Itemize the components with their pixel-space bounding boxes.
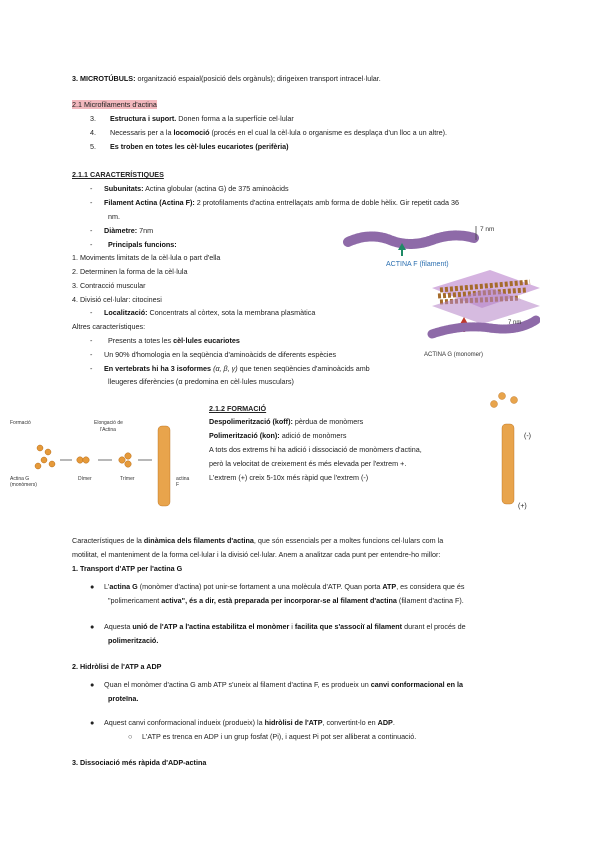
dynamics-intro: Característiques de la dinàmica dels filaments d'actina, que són essencials per a moltes funcions cel·lulars com la [72, 536, 444, 545]
list-item: 4. Necessaris per a la locomoció (procés en el cual la cèl·lula o organisme es desplaça d'un lloc a un altre). [90, 128, 447, 137]
filament-label: actina [176, 476, 190, 482]
monomers-label: (monòmers) [10, 482, 37, 488]
polarity-figure [486, 390, 546, 510]
monomer-width-label: 7 nm [508, 320, 522, 326]
formation-line: L'extrem (+) creix 5-10x més ràpid que l'extrem (-) [209, 473, 369, 482]
minus-end-label: (-) [524, 433, 531, 440]
list-item: - Subunitats: Actina globular (actina G) de 375 aminoàcids [90, 184, 289, 193]
formacio-label: Formació [10, 420, 31, 426]
list-item: 3. Estructura i suport. Donen forma a la superfície cel·lular [90, 114, 294, 123]
filament-bundle [432, 270, 540, 324]
section-2-1-2-heading: 2.1.2 FORMACIÓ [209, 404, 267, 413]
list-item: - En vertebrats hi ha 3 isoformes (α, β, γ) que tenen seqüències d'aminoàcids amb [90, 364, 370, 373]
plus-end-label: (+) [518, 503, 527, 510]
others-title: Altres característiques: [72, 322, 146, 331]
list-item-cont: nm. [108, 212, 120, 221]
formation-line: A tots dos extrems hi ha adició i dissociació de monòmers d'actina, [209, 445, 422, 454]
list-item: - Filament Actina (Actina F): 2 protofilaments d'actina entrellaçats amb forma de doble hèlix. Gir repetit cada 36 [90, 198, 460, 207]
formation-figure [8, 414, 208, 524]
list-item: - Diàmetre: 7nm [90, 226, 154, 235]
bullet: ● Aquesta unió de l'ATP a l'actina estabilitza el monòmer i facilita que s'associï al filament durant el procés de [90, 622, 466, 631]
formation-line: però la velocitat de creixement és més elevada per l'extrem +. [209, 459, 407, 468]
elongation-label: Elongació de [94, 420, 123, 426]
dynamics-point-3-title: 3. Dissociació més ràpida d'ADP-actina [72, 758, 207, 767]
dimer-label: Dímer [78, 476, 92, 482]
trimer-label: Trímer [120, 476, 135, 482]
list-item: 5. Es troben en totes les cèl·lules eucariotes (perifèria) [90, 142, 289, 151]
dynamics-point-1-title: 1. Transport d'ATP per l'actina G [72, 564, 183, 573]
function-item: 2. Determinen la forma de la cèl·lula [72, 267, 188, 276]
section-2-1-1-heading: 2.1.1 CARACTERÍSTIQUES [72, 170, 164, 179]
list-item-cont: lleugeres diferències (α predomina en cèl·lules musculars) [108, 377, 294, 386]
bullet-cont: "polimericament activa", és a dir, està preparada per incorporar-se al filament d'actina (filament d'actina F). [108, 596, 464, 605]
bullet: ● Aquest canvi conformacional indueix (produeix) la hidròlisi de l'ATP, convertint-lo en ADP. [90, 718, 395, 727]
bullet: ● Quan el monòmer d'actina G amb ATP s'uneix al filament d'actina F, es produeix un canvi conformacional en la [90, 680, 464, 689]
function-item: 1. Moviments limitats de la cèl·lula o part d'ella [72, 253, 221, 262]
sub-bullet: ○ L'ATP es trenca en ADP i un grup fosfat (Pi), i aquest Pi pot ser alliberat a continuació. [128, 732, 417, 741]
list-item: - Presents a totes les cèl·lules eucariotes [90, 336, 240, 345]
formation-line: Despolimerització (koff): pèrdua de monòmers [209, 417, 364, 426]
microtubuls-line: 3. MICROTÚBULS: organització espaial(posició dels orgànuls); dirigeixen transport intracel·lular. [72, 74, 381, 83]
actin-g-label: Actina G [10, 476, 30, 482]
bullet-cont: polimerització. [108, 636, 159, 645]
actin-filament-column [158, 426, 170, 506]
formation-line: Polimerització (kon): adició de monòmers [209, 431, 347, 440]
filament-label-2: F [176, 482, 180, 488]
dynamics-point-2-title: 2. Hidròlisi de l'ATP a ADP [72, 662, 162, 671]
actin-f-caption: ACTINA F (filament) [386, 261, 449, 268]
monomers [35, 445, 131, 469]
bullet-cont: proteïna. [108, 694, 139, 703]
elongation-label-2: l'Actina [100, 427, 116, 433]
list-item: - Localització: Concentrats al còrtex, sota la membrana plasmàtica [90, 308, 316, 317]
list-item: - Un 90% d'homologia en la seqüència d'aminoàcids de diferents espècies [90, 350, 337, 359]
section-2-1-heading: 2.1 Microfilaments d'actina [72, 100, 157, 109]
list-item: - Principals funcions: [90, 240, 177, 249]
actin-filament-figure [340, 216, 540, 376]
actin-f-filament [348, 235, 474, 244]
bullet: ● L'actina G (monòmer d'actina) pot unir-se fortament a una molècula d'ATP. Quan porta ATP, es considera que és [90, 582, 465, 591]
function-item: 3. Contracció muscular [72, 281, 146, 290]
function-item: 4. Divisió cel·lular: citocinesi [72, 295, 162, 304]
actin-g-caption: ACTINA G (monomer) [424, 352, 484, 358]
filament-width-label: 7 nm [480, 226, 495, 233]
dynamics-intro-2: motilitat, el manteniment de la forma cel·lular i la divisió cel·lular. Anem a analitzar cada punt per entendre-ho millor: [72, 550, 441, 559]
